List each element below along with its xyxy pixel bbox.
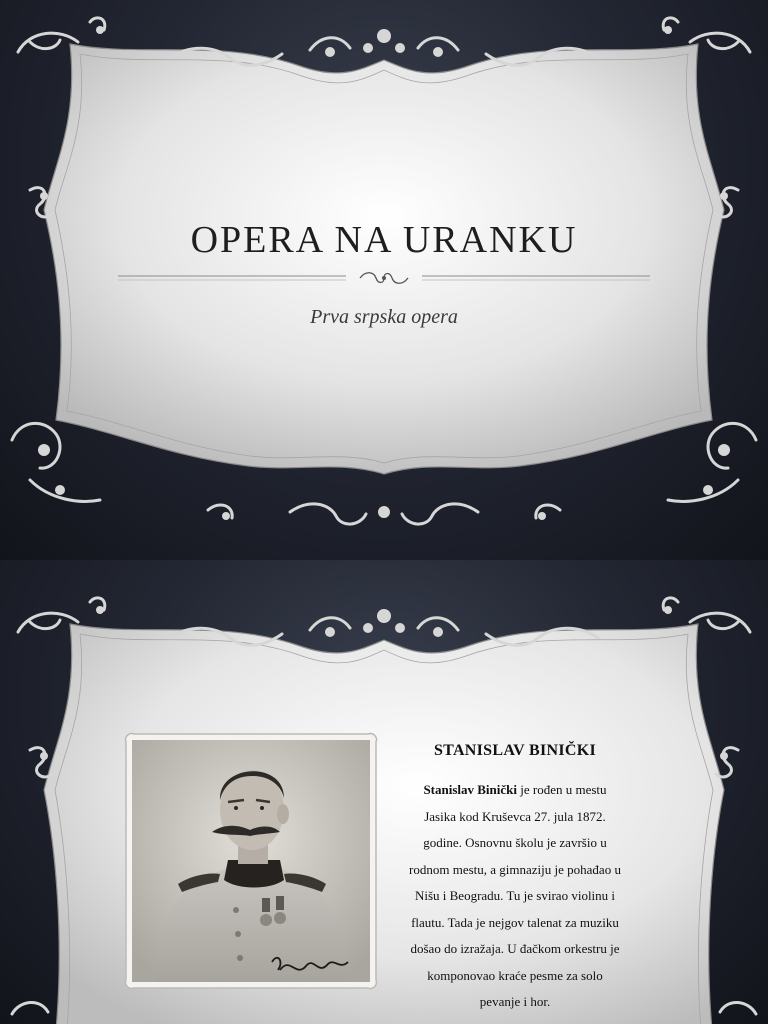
biography-body: je rođen u mestu Jasika kod Kruševca 27. jula 1872. godine. Osnovnu školu je završio u rodnom mestu, a gimnaziju je pohađao u Nišu i Beogradu. Tu je svirao violinu i flautu. Tada je nejgov talenat za muziku došao do izražaja. U đačkom orkestru je komponovao kraće pesme za solo pevanje i hor. (409, 782, 621, 1009)
presentation-title: OPERA NA URANKU (190, 219, 578, 261)
scroll-ornament-icon (0, 560, 768, 1024)
presentation-subtitle: Prva srpska opera (310, 306, 458, 328)
biography-name: Stanislav Binički (423, 782, 517, 797)
portrait-photo (120, 730, 382, 992)
biography-heading: STANISLAV BINIČKI (433, 742, 597, 759)
biography-text (408, 777, 622, 1016)
biography-slide (0, 560, 768, 1024)
divider-flourish-icon (118, 268, 650, 288)
